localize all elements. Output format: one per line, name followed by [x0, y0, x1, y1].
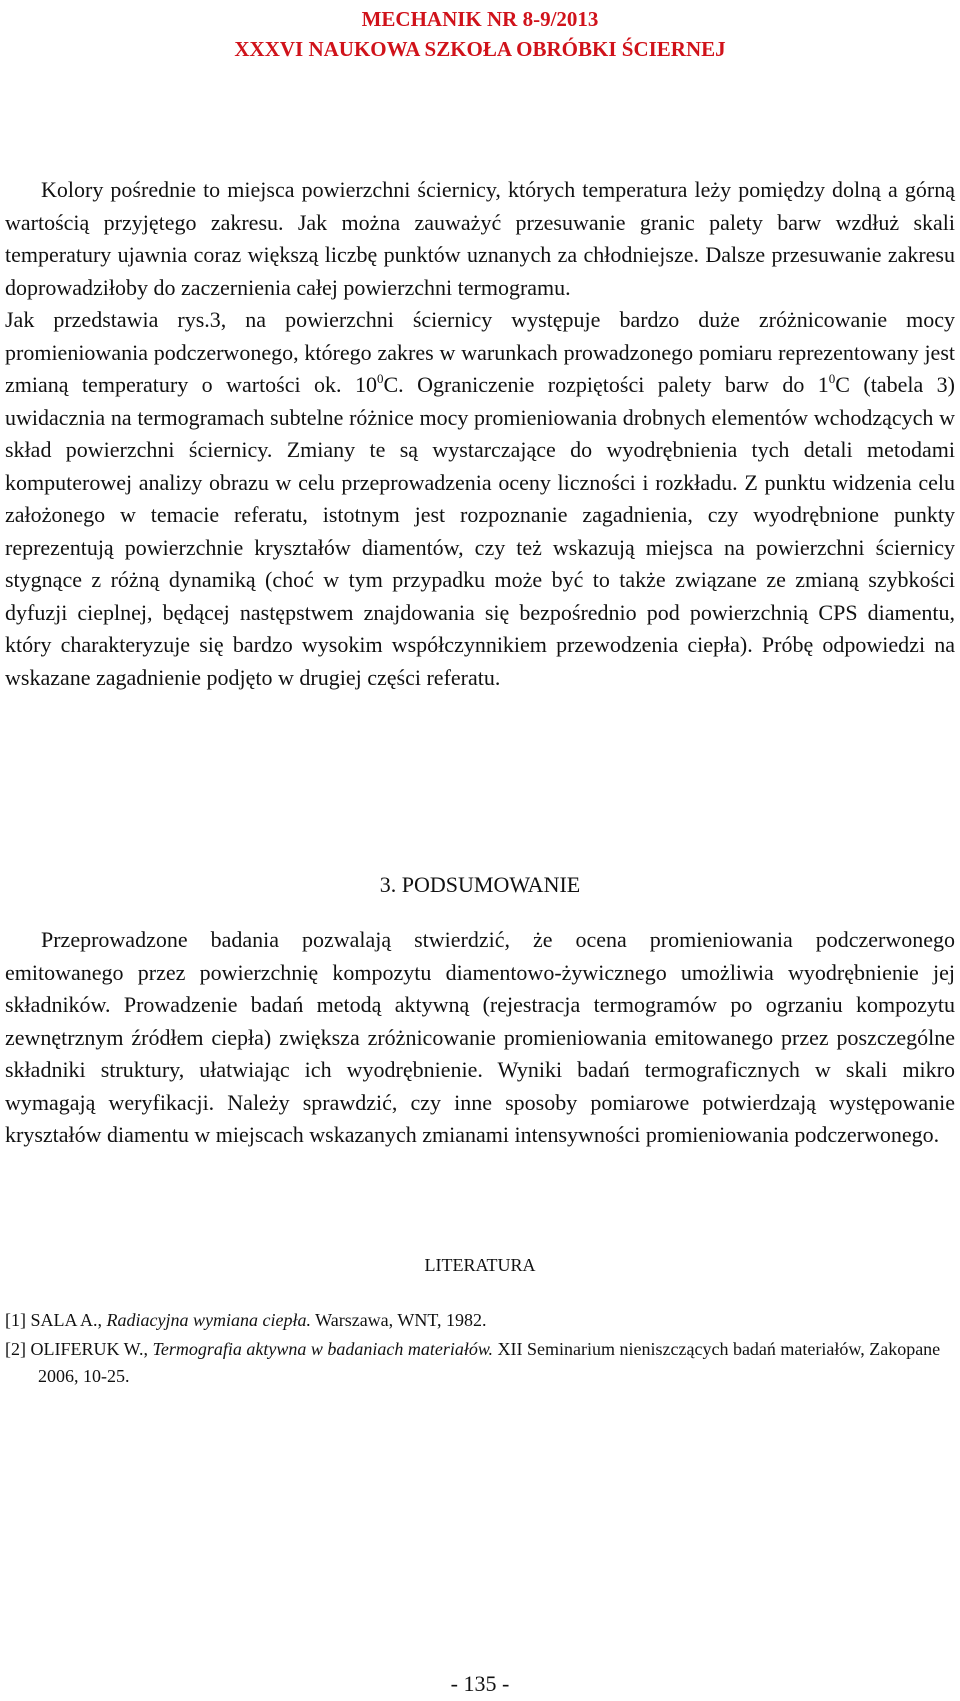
- superscript-degree-1: 0: [377, 371, 384, 386]
- header-line-2: XXXVI NAUKOWA SZKOŁA OBRÓBKI ŚCIERNEJ: [234, 37, 726, 61]
- reference-item: [5, 1336, 955, 1390]
- journal-header: [0, 4, 960, 64]
- reference-number: [1]: [5, 1310, 26, 1330]
- paragraph-2-part-b: C. Ograniczenie rozpiętości palety barw do 1: [383, 372, 829, 397]
- page-number: - 135 -: [450, 1671, 510, 1696]
- literature-heading: LITERATURA: [424, 1255, 536, 1275]
- reference-number: [2]: [5, 1339, 26, 1359]
- paragraph-2-part-c: C (tabela 3) uwidacznia na termogramach subtelne różnice mocy promieniowania drobnych elementów wchodzących w skład powierzchni ściernicy. Zmiany te są wystarczające do wyodrębnienia tych detali metodami komputerowej analizy obrazu w celu przeprowadzenia oceny liczności i rozkładu. Z punktu widzenia celu założonego w temacie referatu, istotnym jest rozpoznanie zagadnienia, czy wyodrębnione punkty reprezentują powierzchnie kryształów diamentów, czy też wskazują miejsca na powierzchni ściernicy stygnące z różną dynamiką (choć w tym przypadku może być to także związane ze zmianą szybkości dyfuzji cieplnej, będącej następstwem znajdowania się bezpośrednio pod powierzchnią CPS diamentu, który charakteryzuje się bardzo wysokim współczynnikiem przewodzenia ciepła). Próbę odpowiedzi na wskazane zagadnienie podjęto w drugiej części referatu.: [5, 372, 955, 690]
- paragraph-2-part-a: Jak przedstawia rys.3, na powierzchni ściernicy występuje bardzo duże zróżnicowanie mocy promieniowania podczerwonego, którego zakres w warunkach prowadzonego pomiaru reprezentowany jest zmianą temperatury o wartości ok. 10: [5, 307, 955, 397]
- reference-list: [5, 1307, 955, 1392]
- summary-paragraph: Przeprowadzone badania pozwalają stwierdzić, że ocena promieniowania podczerwonego emitowanego przez powierzchnię kompozytu diamentowo-żywicznego umożliwia wyodrębnienie jej składników. Prowadzenie badań metodą aktywną (rejestracja termogramów po ogrzaniu kompozytu zewnętrznym źródłem ciepła) zwiększa zróżnicowanie promieniowania emitowanego przez poszczególne składniki struktury, ułatwiając ich wyodrębnienie. Wyniki badań termograficznych w skali mikro wymagają weryfikacji. Należy sprawdzić, czy inne sposoby pomiarowe potwierdzają występowanie kryształów diamentu w miejscach wskazanych zmianami intensywności promieniowania podczerwonego.: [5, 927, 955, 1147]
- paragraph-1: Kolory pośrednie to miejsca powierzchni ściernicy, których temperatura leży pomiędzy dolną a górną wartością przyjętego zakresu. Jak można zauważyć przesuwanie granic palety barw wzdłuż skali temperatury ujawnia coraz większą liczbę punktów uznanych za chłodniejsze. Dalsze przesuwanie zakresu doprowadziłoby do zaczernienia całej powierzchni termogramu.: [5, 177, 955, 300]
- reference-item: [5, 1307, 955, 1334]
- reference-author: OLIFERUK W.,: [30, 1339, 149, 1359]
- reference-title: Radiacyjna wymiana ciepła.: [106, 1310, 311, 1330]
- superscript-degree-2: 0: [828, 371, 836, 386]
- header-line-1: MECHANIK NR 8-9/2013: [361, 7, 599, 31]
- reference-author: SALA A.,: [30, 1310, 103, 1330]
- section-body: [5, 174, 955, 694]
- paragraph-2: [5, 304, 955, 694]
- reference-details: Warszawa, WNT, 1982.: [315, 1310, 487, 1330]
- summary-body: [5, 924, 955, 1152]
- summary-heading: 3. PODSUMOWANIE: [379, 872, 581, 897]
- reference-title: Termografia aktywna w badaniach materiałów.: [152, 1339, 494, 1359]
- reference-details: XII Seminarium nieniszczących badań materiałów, Zakopane 2006, 10-25.: [38, 1339, 941, 1386]
